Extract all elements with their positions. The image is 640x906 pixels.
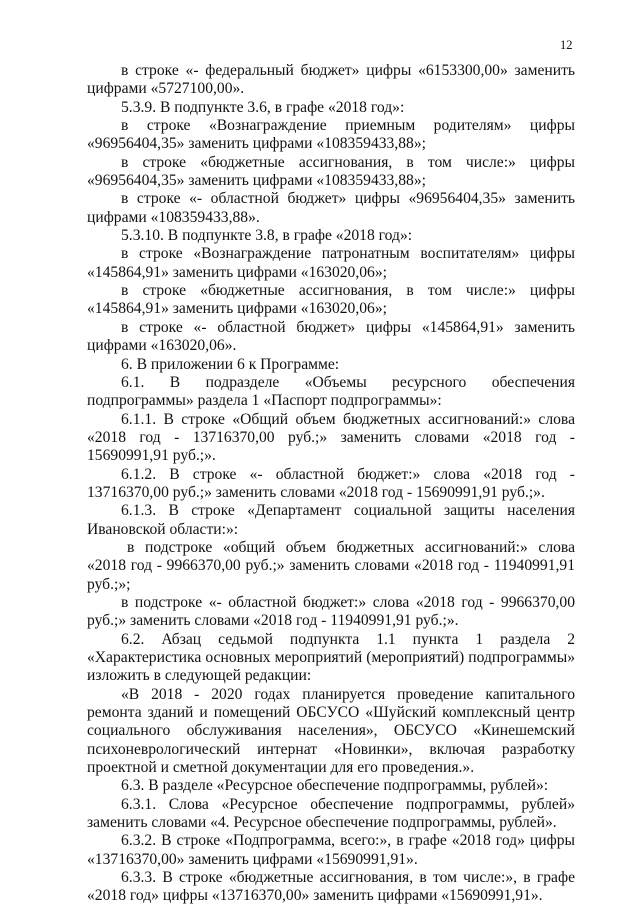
- paragraph: в строке «Вознаграждение приемным родителям» цифры «96956404,35» заменить цифрами «108359433,88»;: [87, 117, 575, 153]
- document-body: [87, 62, 575, 906]
- paragraph: 6.3.2. В строке «Подпрограмма, всего:», в графе «2018 год» цифры «13716370,00» заменить цифрами «15690991,91».: [87, 832, 575, 868]
- paragraph: 6.3.1. Слова «Ресурсное обеспечение подпрограммы, рублей» заменить словами «4. Ресурсное обеспечение подпрограммы, рублей».: [87, 795, 575, 832]
- paragraph: в строке «- областной бюджет» цифры «145864,91» заменить цифрами «163020,06».: [87, 318, 575, 355]
- paragraph: 6.3.3. В строке «бюджетные ассигнования, в том числе:», в графе «2018 год» цифры «13716370,00» заменить цифрами «15690991,91».: [87, 869, 575, 905]
- paragraph: 6.1.2. В строке «- областной бюджет:» слова «2018 год - 13716370,00 руб.;» заменить словами «2018 год - 15690991,91 руб.;».: [87, 465, 575, 501]
- paragraph: в строке «бюджетные ассигнования, в том числе:» цифры «145864,91» заменить цифрами «163020,06»;: [87, 282, 575, 318]
- paragraph: 6.1.3. В строке «Департамент социальной защиты населения Ивановской области:»:: [87, 502, 575, 538]
- paragraph: «В 2018 - 2020 годах планируется проведение капитального ремонта зданий и помещений ОБСУСО «Шуйский комплексный центр социального обслуживания населения», ОБСУСО «Кинешемский психоневрологический интернат «Новинки», включая разработку проектной и сметной документации для его проведения.».: [87, 685, 575, 777]
- paragraph: 6.1. В подразделе «Объемы ресурсного обеспечения подпрограммы» раздела 1 «Паспорт подпрограммы»:: [87, 373, 575, 410]
- paragraph: 5.3.10. В подпункте 3.8, в графе «2018 год»:: [121, 227, 413, 245]
- paragraph: в строке «- федеральный бюджет» цифры «6153300,00» заменить цифрами «5727100,00».: [87, 62, 575, 98]
- page-number: 12: [560, 38, 573, 52]
- paragraph: 5.3.9. В подпункте 3.6, в графе «2018 год»:: [121, 98, 405, 116]
- paragraph: 6.2. Абзац седьмой подпункта 1.1 пункта 1 раздела 2 «Характеристика основных мероприятий (мероприятий) подпрограммы» изложить в следующей редакции:: [87, 630, 575, 685]
- paragraph: в подстроке «- областной бюджет:» слова «2018 год - 9966370,00 руб.;» заменить словами «2018 год - 11940991,91 руб.;».: [87, 593, 575, 630]
- paragraph: в строке «Вознаграждение патронатным воспитателям» цифры «145864,91» заменить цифрами «163020,06»;: [87, 245, 575, 281]
- paragraph: в строке «бюджетные ассигнования, в том числе:» цифры «96956404,35» заменить цифрами «108359433,88»;: [87, 153, 575, 190]
- paragraph: 6. В приложении 6 к Программе:: [121, 355, 340, 373]
- paragraph: 6.1.1. В строке «Общий объем бюджетных ассигнований:» слова «2018 год - 13716370,00 руб.;» заменить словами «2018 год - 15690991,91 руб.;».: [87, 410, 575, 465]
- paragraph: 6.3. В разделе «Ресурсное обеспечение подпрограммы, рублей»:: [121, 777, 549, 795]
- paragraph: в подстроке «общий объем бюджетных ассигнований:» слова «2018 год - 9966370,00 руб.;» заменить словами «2018 год - 11940991,91 руб.;»;: [87, 538, 575, 593]
- paragraph: в строке «- областной бюджет» цифры «96956404,35» заменить цифрами «108359433,88».: [87, 190, 575, 226]
